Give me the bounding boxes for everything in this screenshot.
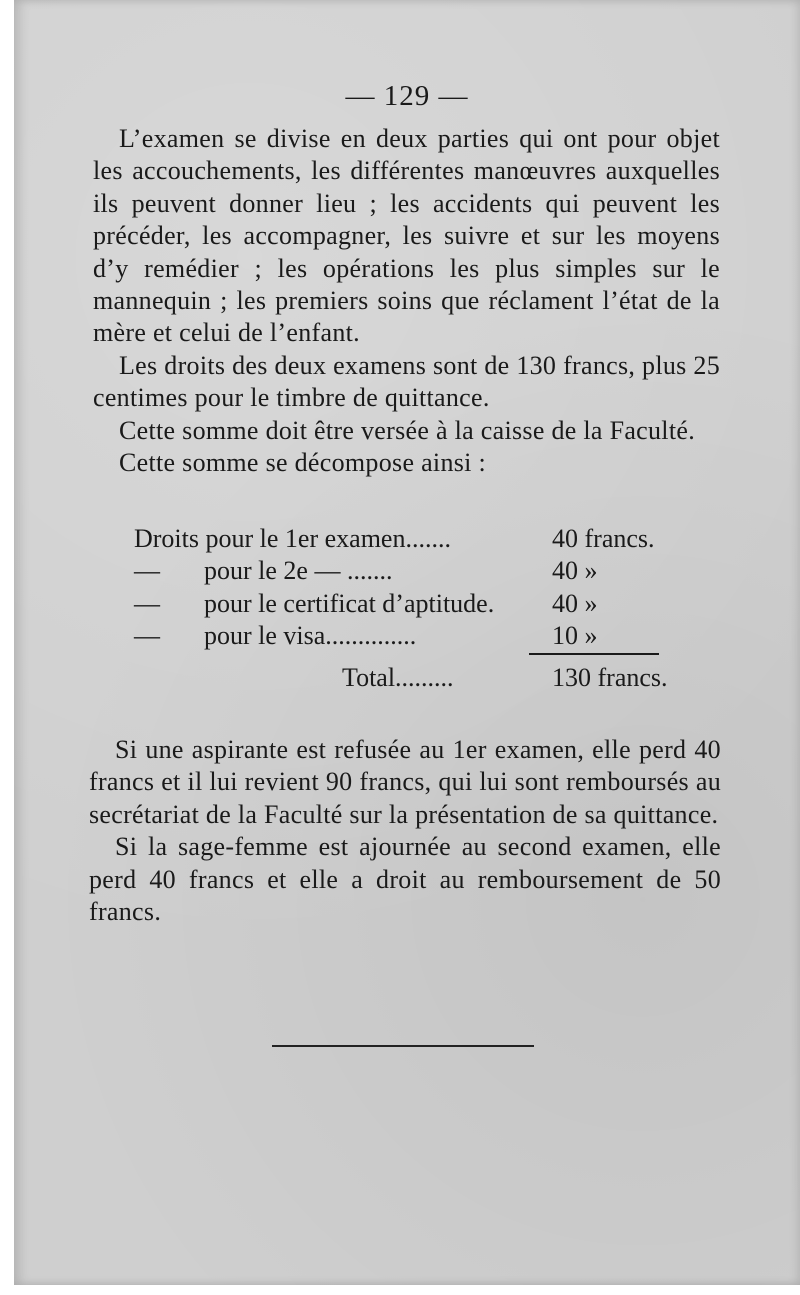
fee-prefix: — (134, 621, 160, 651)
fee-prefix: — (134, 556, 160, 586)
fee-label: pour le visa.............. (204, 621, 417, 651)
paragraph-fees-total: Les droits des deux examens sont de 130 francs, plus 25 centimes pour le timbre de quittance. (93, 350, 720, 413)
paragraph-exam-parts: L’examen se divise en deux parties qui ont pour objet les accouchements, les différentes manœuvres auxquelles ils peuvent donner lieu ; les accidents qui peuvent les précéder, les accompagner, les suivre et sur les moyens d’y remédier ; les opérations les plus simples sur le mannequin ; les premiers soins que réclament l’état de la mère et celui de l’enfant. (93, 124, 720, 348)
fee-label: pour le certificat d’aptitude. (204, 588, 495, 618)
paragraph-refund-first-exam: Si une aspirante est refusée au 1er examen, elle perd 40 francs et il lui revient 90 francs, qui lui sont remboursés au secrétariat de la Faculté sur la présentation de sa quittance. (89, 735, 721, 829)
fee-amount: 40 » (552, 556, 598, 586)
fee-row (134, 523, 694, 555)
paragraph-refund-second-exam: Si la sage-femme est ajournée au second examen, elle perd 40 francs et elle a droit au remboursement de 50 francs. (89, 832, 721, 927)
total-label: Total......... (342, 663, 454, 692)
fee-row (134, 555, 694, 587)
total-amount: 130 francs. (552, 663, 668, 692)
total-rule (529, 653, 659, 655)
fee-prefix: Droits (134, 524, 206, 553)
paragraph-payment: Cette somme doit être versée à la caisse de la Faculté. (119, 415, 695, 445)
fee-table (134, 523, 694, 692)
fee-row (134, 588, 694, 620)
fee-prefix: — (134, 588, 160, 618)
refund-text (89, 734, 721, 928)
book-page (14, 0, 800, 1285)
fee-amount: 40 francs. (552, 524, 655, 553)
exam-description-text (93, 123, 720, 479)
section-end-rule (272, 1045, 534, 1047)
fee-label: pour le 2e — ....... (204, 556, 393, 586)
fee-amount: 10 » (552, 621, 598, 651)
page-number: — 129 — (345, 80, 469, 112)
fee-amount: 40 » (552, 588, 598, 618)
fee-row (134, 620, 694, 652)
paragraph-breakdown-intro: Cette somme se décompose ainsi : (119, 448, 487, 478)
fee-total-row (134, 662, 694, 694)
fee-label: pour le 1er examen....... (205, 524, 451, 553)
